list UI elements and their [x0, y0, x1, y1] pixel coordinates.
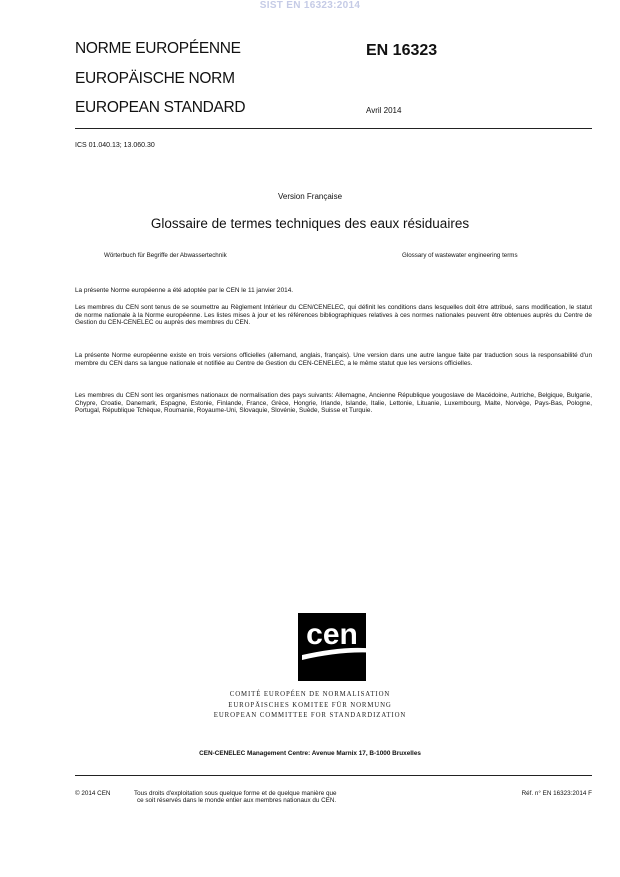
reference-number: Réf. n° EN 16323:2014 F	[521, 790, 592, 797]
paragraph-member-countries: Les membres du CEN sont les organismes nationaux de normalisation des pays suivants: Allemagne, Ancienne République yougoslave de Macédoine, Autriche, Belgique, Bulgarie, Chypre, Croatie, Danemark, Espagne, Estonie, Finlande, France, Grèce, Hongrie, Irlande, Islande, Italie, Lettonie, Lituanie, Luxembourg, Malte, Norvège, Pays-Bas, Pologne, Portugal, République Tchèque, Roumanie, Royaume-Uni, Slovaquie, Slovénie, Suède, Suisse et Turquie.	[75, 392, 592, 415]
standard-number: EN 16323	[366, 42, 438, 59]
watermark: SIST EN 16323:2014	[259, 0, 361, 11]
ics-codes: ICS 01.040.13; 13.060.30	[75, 142, 155, 149]
standard-name-en: EUROPEAN STANDARD	[75, 99, 246, 116]
subtitle-de: Wörterbuch für Begriffe der Abwassertechnik	[104, 252, 227, 259]
document-title: Glossaire de termes techniques des eaux résiduaires	[150, 216, 470, 231]
paragraph-adoption: La présente Norme européenne a été adoptée par le CEN le 11 janvier 2014.	[75, 287, 294, 294]
rights-line-1: Tous droits d'exploitation sous quelque forme et de quelque manière que	[134, 790, 337, 797]
paragraph-versions: La présente Norme européenne existe en trois versions officielles (allemand, anglais, français). Une version dans une autre langue faite par traduction sous la responsabilité d'un membre du CEN dans sa langue nationale et notifiée au Centre de Gestion du CEN-CENELEC, a le même statut que les versions officielles.	[75, 352, 592, 367]
rights-line-2: ce soit réservés dans le monde entier aux membres nationaux du CEN.	[137, 797, 337, 805]
paragraph-members-rules: Les membres du CEN sont tenus de se soumettre au Règlement Intérieur du CEN/CENELEC, qui définit les conditions dans lesquelles doit être attribué, sans modification, le statut de norme nationale à la Norme européenne. Les listes mises à jour et les références bibliographiques relatives à ces normes nationales peuvent être obtenues auprès du Centre de Gestion du CEN-CENELEC ou auprès des membres du CEN.	[75, 304, 592, 327]
standard-name-fr: NORME EUROPÉENNE	[75, 40, 241, 57]
organization-de: EUROPÄISCHES KOMITEE FÜR NORMUNG	[228, 702, 392, 709]
copyright: © 2014 CEN	[75, 790, 111, 797]
subtitle-en: Glossary of wastewater engineering terms	[402, 252, 518, 259]
standard-name-de: EUROPÄISCHE NORM	[75, 70, 235, 87]
version-label: Version Française	[277, 192, 343, 201]
management-centre: CEN-CENELEC Management Centre: Avenue Marnix 17, B-1000 Bruxelles	[199, 750, 421, 757]
logo-text: cen	[306, 618, 358, 651]
organization-fr: COMITÉ EUROPÉEN DE NORMALISATION	[229, 691, 391, 698]
publication-date: Avril 2014	[366, 106, 402, 115]
header-rule	[75, 128, 592, 129]
cen-logo-icon	[298, 613, 378, 681]
organization-en: EUROPEAN COMMITTEE FOR STANDARDIZATION	[213, 712, 407, 719]
footer-rule	[75, 775, 592, 776]
rights-notice	[134, 790, 336, 805]
